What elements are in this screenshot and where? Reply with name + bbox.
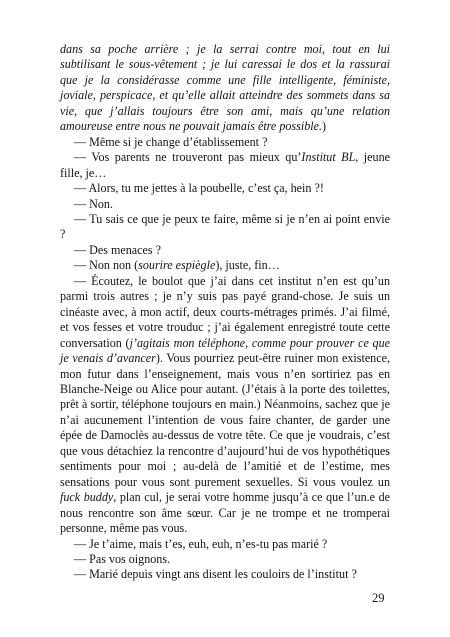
paragraph-narration [60, 42, 390, 135]
italic-run: sourire espiègle [138, 258, 216, 273]
dialogue-line [60, 537, 390, 552]
text-run: — Non. [74, 196, 113, 211]
page-text [60, 42, 390, 583]
text-run: , jeune fille, je… [60, 150, 390, 180]
text-run: — Écoutez, le boulot que j’ai dans cet institut n’en est qu’un parmi trois autres ; je n’y suis pas payé grand-chose. Je suis un cinéaste avec, à mon actif, deux courts-métrages primés. J’ai filmé, et vos fesses et votre trouduc ; j’ai également enregistré toute cette conversation ( [60, 273, 390, 350]
text-run: ), juste, fin… [215, 258, 280, 273]
text-run: — Tu sais ce que je peux te faire, même si je n’en ai point envie ? [60, 211, 390, 242]
text-run: — Des menaces ? [74, 242, 161, 257]
dialogue-line [60, 197, 390, 212]
italic-run: j’agitais mon téléphone, comme pour prouver ce que je venais d’avancer [60, 335, 390, 366]
text-run: — Je t’aime, mais t’es, euh, euh, n’es-tu pas marié ? [74, 536, 328, 551]
dialogue-line [60, 212, 390, 243]
dialogue-line [60, 243, 390, 258]
text-run: — Non non ( [74, 258, 139, 273]
italic-run: fuck buddy [60, 490, 114, 505]
dialogue-line [60, 150, 390, 181]
dialogue-line [60, 181, 390, 196]
dialogue-line [60, 135, 390, 150]
dialogue-long-speech [60, 274, 390, 537]
text-run: — Marié depuis vingt ans disent les couloirs de l’institut ? [74, 567, 357, 582]
text-run: — Alors, tu me jettes à la poubelle, c’est ça, hein ?! [74, 181, 324, 196]
dialogue-line [60, 567, 390, 582]
text-run: , plan cul, je serai votre homme jusqu’à ce que l’un.e de nous rencontre son âme sœur. Car je ne trompe et ne tromperai personne, même pas vous. [60, 490, 390, 536]
text-run: — Pas vos oignons. [74, 551, 171, 566]
page-number: 29 [372, 591, 385, 605]
dialogue-line [60, 258, 390, 273]
italic-run: Institut BL [301, 150, 356, 165]
text-run: ). Vous pourriez peut-être ruiner mon existence, mon futur dans l’enseignement, mais vous n’en sortiriez pas en Blanche-Neige ou Alice pour autant. (J’étais à la porte des toilettes, prêt à sortir, téléphone toujours en main.) Néanmoins, sachez que je n’ai aucunement l’intention de vous faire chanter, de garder une épée de Damoclès au-dessus de votre tête. Ce que je voudrais, c’est que vous détachiez la rencontre d’aujourd’hui de vos hypothétiques sentiments pour moi ; au-delà de l’amitié et de l’estime, mes sensations pour vous sont purement sexuelles. Si vous voulez un [60, 351, 390, 489]
text-run: — Même si je change d’établissement ? [74, 134, 268, 149]
italic-run: dans sa poche arrière ; je la serrai contre moi, tout en lui subtilisant le sous-vêtement ; je lui caressai le dos et la rassurai que je la considérasse comme une fille intelligente, féministe, joviale, perspicace, et qu’elle allait atteindre des sommets dans sa vie, que j’allais toujours être son ami, mais qu’une relation amoureuse entre nous ne pouvait jamais être possible. [60, 42, 390, 134]
text-run: ) [322, 119, 327, 134]
text-run: — Vos parents ne trouveront pas mieux qu’ [74, 150, 302, 165]
dialogue-line [60, 552, 390, 567]
